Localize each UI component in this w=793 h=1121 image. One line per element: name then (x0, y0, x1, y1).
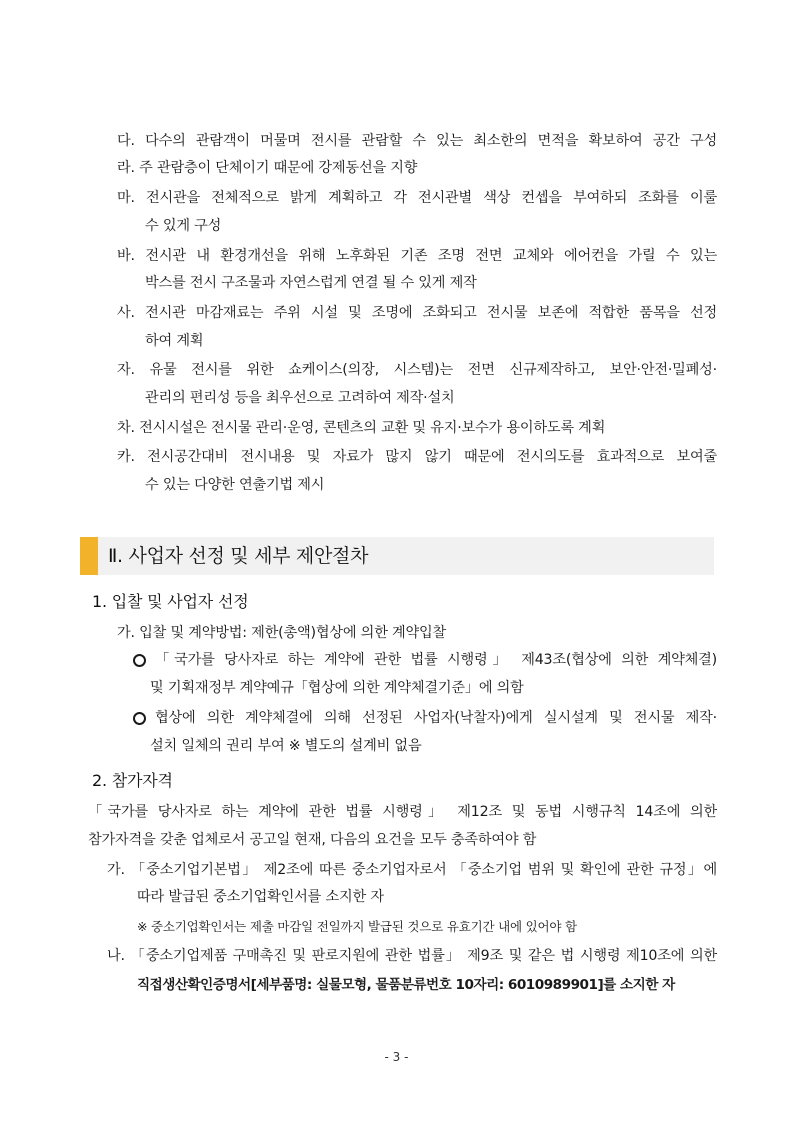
bidding-bullet-1-line1 (133, 650, 717, 670)
eligibility-note: ※ 중소기업확인서는 제출 마감일 전일까지 발급된 것으로 유효기간 내에 있어야 함 (137, 919, 577, 934)
list-item-sa-line2: 하여 계획 (145, 333, 204, 349)
bullet-text: 협상에 의한 계약체결에 의해 선정된 사업자(낙찰자)에게 실시설계 및 전시물 제작· (155, 710, 717, 726)
eligibility-item-na-line2: 직접생산확인증명서[세부품명: 실물모형, 물품분류번호 10자리: 6010989901]를 소지한 자 (137, 977, 675, 993)
list-item-ra: 라. 주 관람층이 단체이기 때문에 강제동선을 지향 (117, 160, 418, 176)
circle-bullet-icon (133, 712, 146, 725)
bidding-bullet-2-line2: 설치 일체의 권리 부여 ※ 별도의 설계비 없음 (150, 738, 422, 754)
subsection-title-eligibility: 2. 참가자격 (92, 771, 173, 790)
list-item-ba-line1: 바. 전시관 내 환경개선을 위해 노후화된 기존 조명 전면 교체와 에어컨을 가릴 수 있는 (117, 248, 717, 264)
section-accent-bar (80, 537, 98, 575)
list-item-ka-line2: 수 있는 다양한 연출기법 제시 (145, 477, 325, 493)
eligibility-item-na-line1: 나. 「중소기업제품 구매촉진 및 판로지원에 관한 법률」 제9조 및 같은 법 시행령 제10조에 의한 (107, 948, 717, 964)
eligibility-item-ga-line1: 가. 「중소기업기본법」 제2조에 따른 중소기업자로서 「중소기업 범위 및 확인에 관한 규정」에 (107, 862, 717, 878)
list-item-da: 다. 다수의 관람객이 머물며 전시를 관람할 수 있는 최소한의 면적을 확보하여 공간 구성 (117, 133, 717, 149)
bidding-bullet-2-line1 (133, 708, 717, 728)
subsection-title-bidding: 1. 입찰 및 사업자 선정 (92, 592, 249, 611)
bullet-text: 「국가를 당사자로 하는 계약에 관한 법률 시행령」 제43조(협상에 의한 계약체결) (155, 652, 717, 668)
bidding-item-ga: 가. 입찰 및 계약방법: 제한(총액)협상에 의한 계약입찰 (117, 625, 447, 641)
list-item-ma-line2: 수 있게 구성 (145, 218, 222, 234)
list-item-sa-line1: 사. 전시관 마감재료는 주위 시설 및 조명에 조화되고 전시물 보존에 적합한 품목을 선정 (117, 305, 717, 321)
circle-bullet-icon (133, 654, 146, 667)
list-item-ka-line1: 카. 전시공간대비 전시내용 및 자료가 많지 않기 때문에 전시의도를 효과적으로 보여줄 (117, 449, 717, 465)
list-item-ma-line1: 마. 전시관을 전체적으로 밝게 계획하고 각 전시관별 색상 컨셉을 부여하되 조화를 이룰 (117, 190, 717, 206)
list-item-ja-line1: 자. 유물 전시를 위한 쇼케이스(의장, 시스템)는 전면 신규제작하고, 보안·안전·밀폐성· (117, 362, 717, 378)
eligibility-item-ga-line2: 따라 발급된 중소기업확인서를 소지한 자 (137, 889, 384, 905)
eligibility-intro-line1: 「국가를 당사자로 하는 계약에 관한 법률 시행령」 제12조 및 동법 시행규칙 14조에 의한 (88, 804, 717, 820)
bidding-bullet-1-line2: 및 기획재정부 계약예규「협상에 의한 계약체결기준」에 의함 (150, 680, 524, 696)
list-item-ja-line2: 관리의 편리성 등을 최우선으로 고려하여 제작·설치 (145, 390, 455, 406)
list-item-ba-line2: 박스를 전시 구조물과 자연스럽게 연결 될 수 있게 제작 (145, 275, 477, 291)
eligibility-intro-line2: 참가자격을 갖춘 업체로서 공고일 현재, 다음의 요건을 모두 충족하여야 함 (88, 832, 537, 848)
list-item-cha: 차. 전시시설은 전시물 관리·운영, 콘텐츠의 교환 및 유지·보수가 용이하도록 계획 (117, 420, 606, 436)
page-number: - 3 - (384, 1050, 409, 1064)
section-title: Ⅱ. 사업자 선정 및 세부 제안절차 (108, 545, 369, 567)
